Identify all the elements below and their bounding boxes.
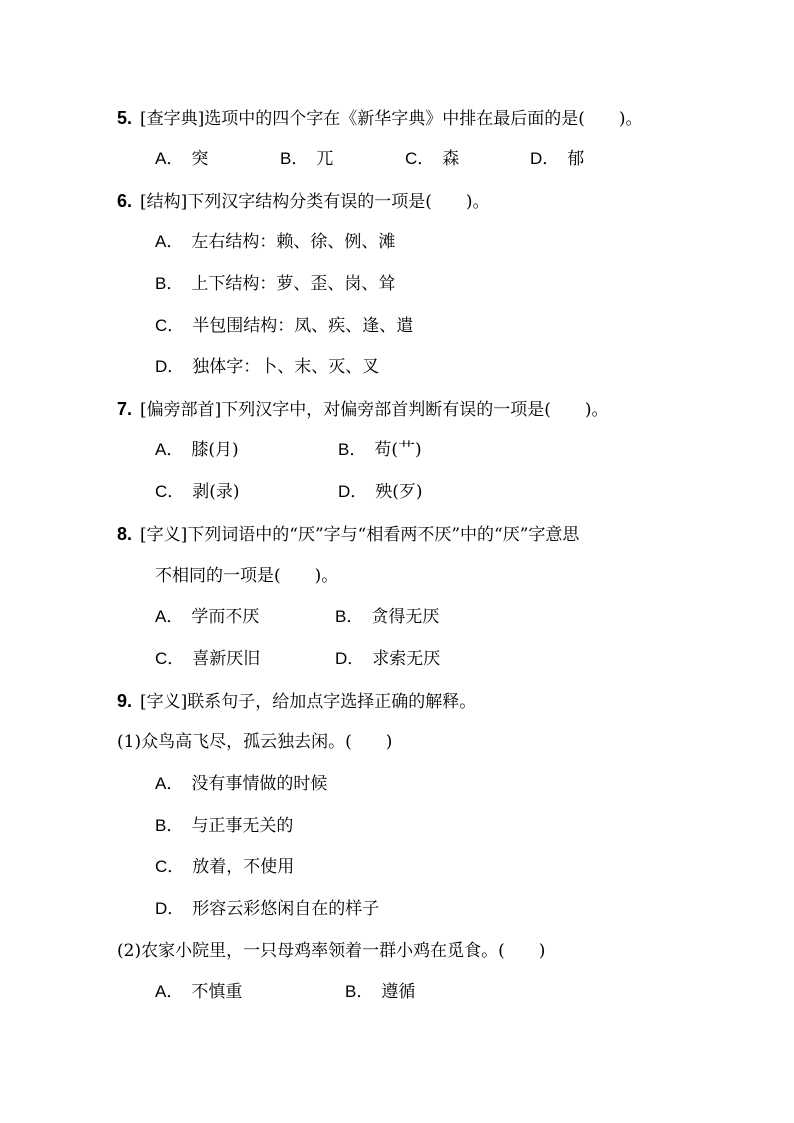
q5-option-c[interactable]: C． 森 xyxy=(405,149,460,169)
q9-sub1-option-a[interactable]: A． 没有事情做的时候 xyxy=(155,774,328,794)
q7-option-d[interactable]: D． 殃(歹) xyxy=(338,482,423,502)
question-number: 6. xyxy=(117,191,133,211)
q9-sub1-option-c[interactable]: C． 放着，不使用 xyxy=(155,857,295,877)
question-9-stem xyxy=(117,690,476,713)
q8-option-d[interactable]: D． 求索无厌 xyxy=(335,649,441,669)
question-text: [偏旁部首]下列汉字中，对偏旁部首判断有误的一项是( )。 xyxy=(140,400,609,420)
q6-option-c[interactable]: C． 半包围结构：凤、疾、逢、遣 xyxy=(155,316,414,336)
q5-option-d[interactable]: D． 郁 xyxy=(530,149,585,169)
question-text: [查字典]选项中的四个字在《新华字典》中排在最后面的是( )。 xyxy=(140,109,643,129)
question-number: 7. xyxy=(117,399,133,419)
q9-sub2-option-b[interactable]: B． 遵循 xyxy=(345,982,416,1002)
question-8-stem-continued: 不相同的一项是( )。 xyxy=(155,566,339,586)
q9-sub2-stem: (2)农家小院里，一只母鸡率领着一群小鸡在觅食。( ) xyxy=(117,941,546,961)
q6-option-a[interactable]: A． 左右结构：赖、徐、例、滩 xyxy=(155,232,396,252)
q9-sub2-option-a[interactable]: A． 不慎重 xyxy=(155,982,243,1002)
q7-option-a[interactable]: A． 膝(月) xyxy=(155,440,239,460)
q5-option-a[interactable]: A． 突 xyxy=(155,149,209,169)
q9-sub1-option-d[interactable]: D． 形容云彩悠闲自在的样子 xyxy=(155,899,380,919)
q7-option-b[interactable]: B． 苟(艹) xyxy=(338,440,422,460)
question-6-stem xyxy=(117,190,490,213)
question-7-stem xyxy=(117,398,609,421)
q8-option-a[interactable]: A． 学而不厌 xyxy=(155,607,260,627)
question-number: 9. xyxy=(117,691,133,711)
question-text: [字义]联系句子，给加点字选择正确的解释。 xyxy=(140,692,477,712)
q9-sub1-stem: (1)众鸟高飞尽，孤云独去闲。( ) xyxy=(117,732,393,752)
q7-option-c[interactable]: C． 剥(录) xyxy=(155,482,240,502)
question-5-stem xyxy=(117,107,643,130)
question-number: 8. xyxy=(117,524,133,544)
q5-option-b[interactable]: B． 兀 xyxy=(280,149,334,169)
q6-option-d[interactable]: D． 独体字：卜、末、灭、叉 xyxy=(155,357,380,377)
question-text: [字义]下列词语中的“厌”字与“相看两不厌”中的“厌”字意思 xyxy=(140,525,580,545)
q6-option-b[interactable]: B． 上下结构：萝、歪、岗、耸 xyxy=(155,274,396,294)
question-number: 5. xyxy=(117,108,133,128)
q8-option-b[interactable]: B． 贪得无厌 xyxy=(335,607,440,627)
q9-sub1-option-b[interactable]: B． 与正事无关的 xyxy=(155,816,294,836)
q8-option-c[interactable]: C． 喜新厌旧 xyxy=(155,649,261,669)
question-text: [结构]下列汉字结构分类有误的一项是( )。 xyxy=(140,192,490,212)
question-8-stem xyxy=(117,523,579,546)
